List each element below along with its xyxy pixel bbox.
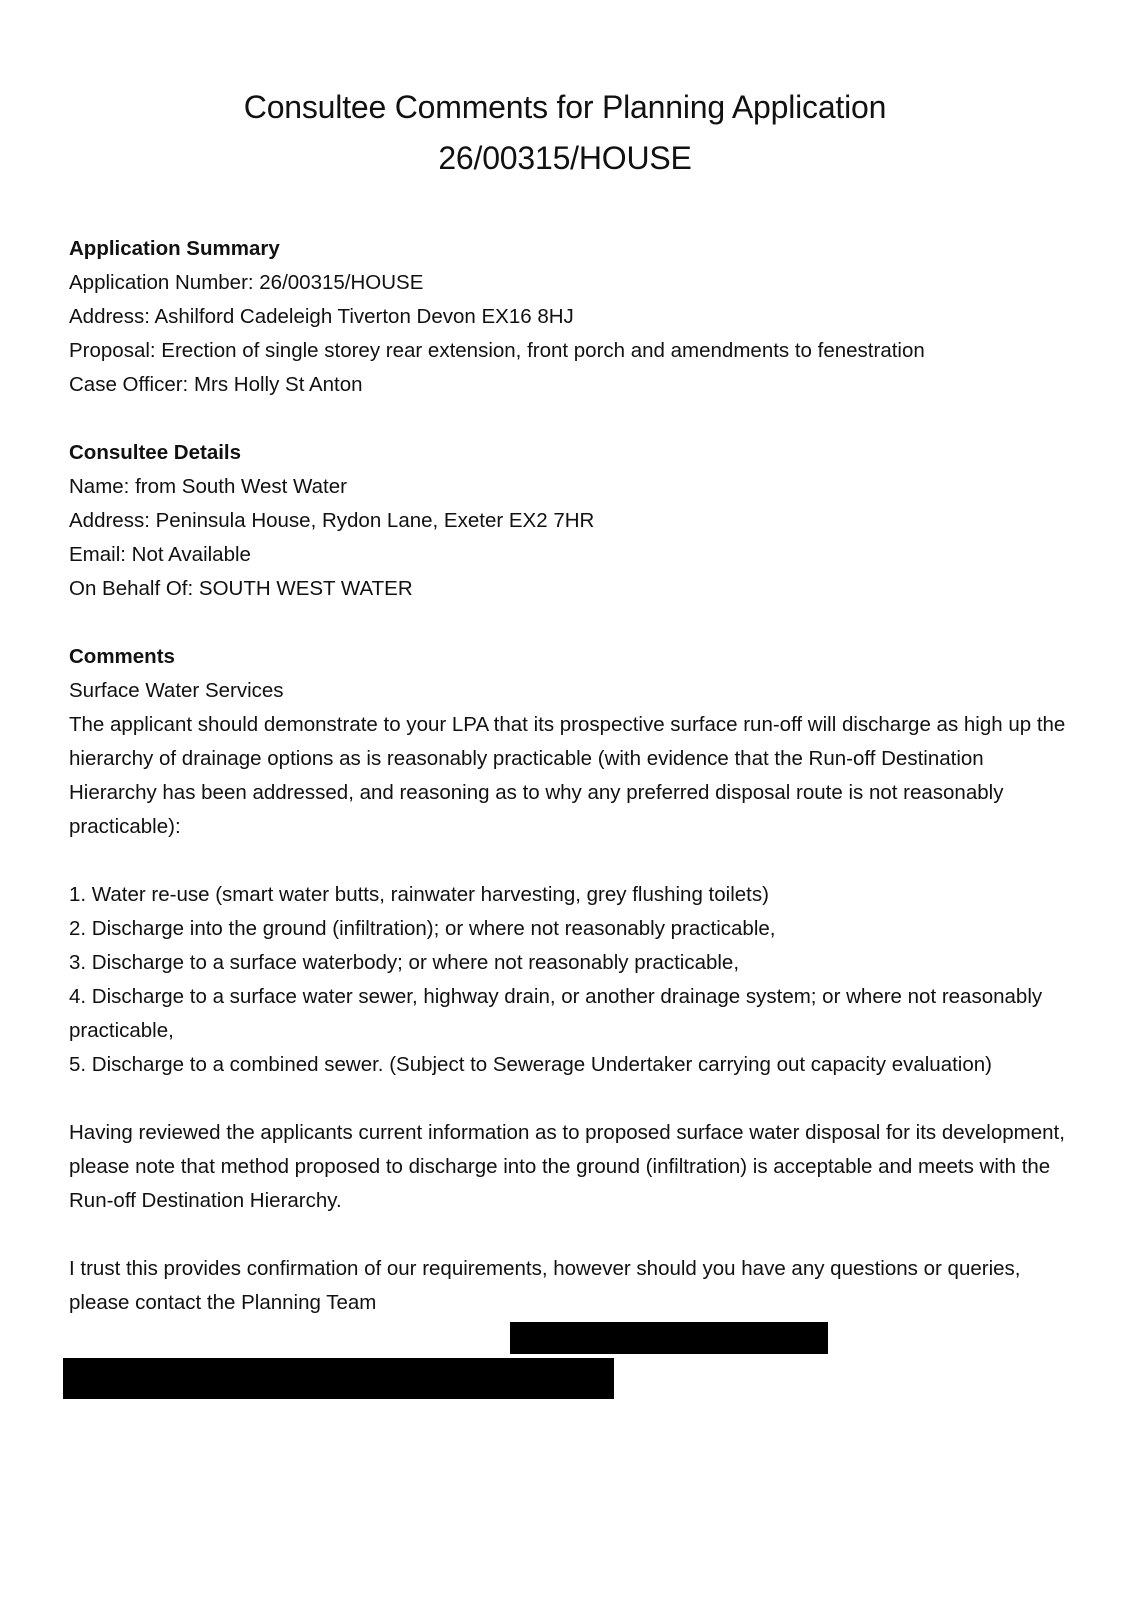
- document-body: [69, 232, 1069, 1320]
- spacer: [69, 606, 1069, 640]
- page-title: [0, 82, 1130, 184]
- hierarchy-item: 1. Water re-use (smart water butts, rainwater harvesting, grey flushing toilets): [69, 883, 769, 906]
- consultee-details-heading: Consultee Details: [69, 441, 242, 464]
- hierarchy-list: [69, 878, 1069, 1082]
- comments-section: [69, 640, 1069, 1320]
- application-address: Address: Ashilford Cadeleigh Tiverton Devon EX16 8HJ: [69, 305, 574, 328]
- spacer: [69, 844, 1069, 878]
- consultee-address: Address: Peninsula House, Rydon Lane, Exeter EX2 7HR: [69, 509, 595, 532]
- application-proposal: Proposal: Erection of single storey rear extension, front porch and amendments to fenestration: [69, 339, 925, 362]
- application-number: Application Number: 26/00315/HOUSE: [69, 271, 424, 294]
- title-line-1: Consultee Comments for Planning Application: [243, 89, 887, 125]
- comments-intro: The applicant should demonstrate to your LPA that its prospective surface run-off will discharge as high up the hierarchy of drainage options as is reasonably practicable (with evidence that the Run-off Destination Hierarchy has been addressed, and reasoning as to why any preferred disposal route is not reasonably practicable):: [69, 713, 1066, 838]
- application-summary-section: [69, 232, 1069, 402]
- title-line-2: 26/00315/HOUSE: [438, 140, 692, 176]
- comments-heading: Comments: [69, 645, 175, 668]
- consultee-name: Name: from South West Water: [69, 475, 347, 498]
- spacer: [69, 1218, 1069, 1252]
- comments-closing: I trust this provides confirmation of our requirements, however should you have any questions or queries, please contact the Planning Team: [69, 1257, 1021, 1314]
- application-summary-heading: Application Summary: [69, 237, 280, 260]
- consultee-email: Email: Not Available: [69, 543, 251, 566]
- hierarchy-item: 5. Discharge to a combined sewer. (Subject to Sewerage Undertaker carrying out capacity evaluation): [69, 1053, 992, 1076]
- hierarchy-item: 2. Discharge into the ground (infiltration); or where not reasonably practicable,: [69, 917, 776, 940]
- comments-review: Having reviewed the applicants current information as to proposed surface water disposal for its development, please note that method proposed to discharge into the ground (infiltration) is acceptable and meets with the Run-off Destination Hierarchy.: [69, 1121, 1065, 1212]
- consultee-details-section: [69, 436, 1069, 606]
- consultee-on-behalf-of: On Behalf Of: SOUTH WEST WATER: [69, 577, 413, 600]
- case-officer: Case Officer: Mrs Holly St Anton: [69, 373, 363, 396]
- hierarchy-item: 3. Discharge to a surface waterbody; or where not reasonably practicable,: [69, 951, 740, 974]
- hierarchy-item: 4. Discharge to a surface water sewer, highway drain, or another drainage system; or where not reasonably practicable,: [69, 985, 1043, 1042]
- redaction-block: [510, 1322, 828, 1354]
- spacer: [69, 1082, 1069, 1116]
- spacer: [69, 402, 1069, 436]
- redaction-block: [63, 1358, 614, 1399]
- comments-subheading: Surface Water Services: [69, 679, 284, 702]
